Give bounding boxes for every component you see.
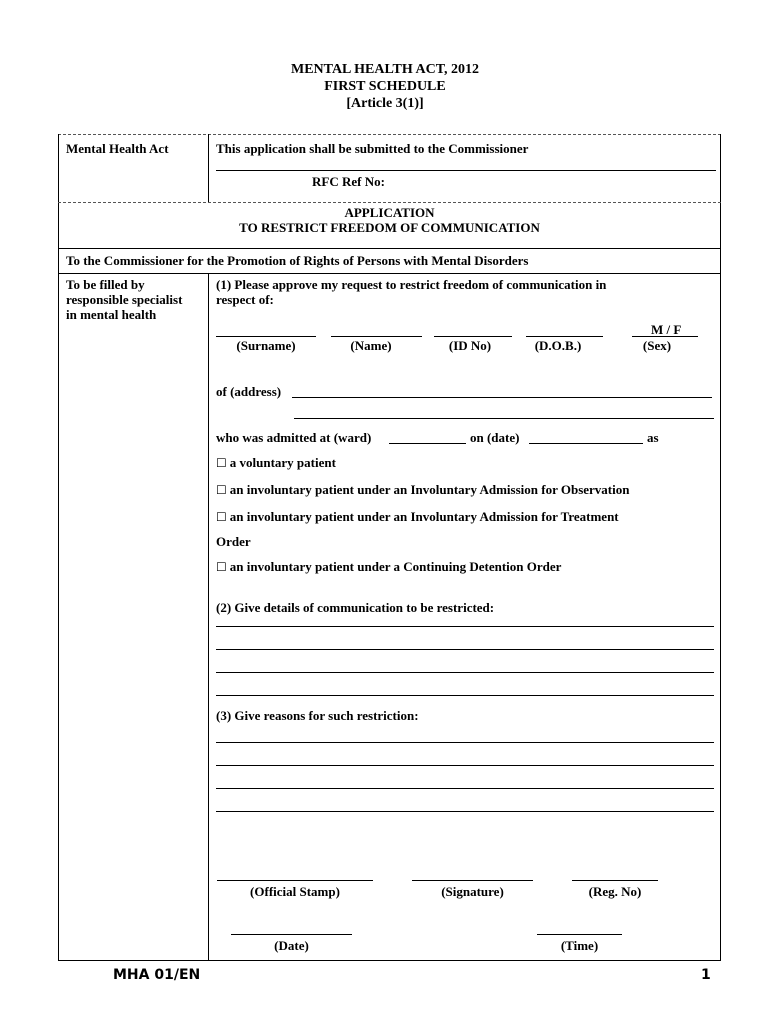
name-label: (Name) <box>350 338 392 353</box>
date-label: (Date) <box>274 938 309 953</box>
checkbox-icon[interactable]: ☐ <box>216 483 227 497</box>
filler-note: To be filled by responsible specialist in mental health <box>66 277 183 322</box>
reasons-field-line3[interactable] <box>216 788 714 789</box>
reasons-field-line1[interactable] <box>216 742 714 743</box>
act-label: Mental Health Act <box>66 141 169 156</box>
request-text-line1: (1) Please approve my request to restrict freedom of communication in <box>216 277 607 292</box>
sex-value: M / F <box>651 322 682 337</box>
details-field-line1[interactable] <box>216 626 714 627</box>
address-field-line2[interactable] <box>294 418 714 419</box>
admitted-label: who was admitted at (ward) <box>216 430 372 445</box>
id-no-label: (ID No) <box>448 338 492 353</box>
surname-field[interactable] <box>216 336 316 337</box>
dob-label: (D.O.B.) <box>534 338 582 353</box>
name-field[interactable] <box>331 336 422 337</box>
details-field-line3[interactable] <box>216 672 714 673</box>
reasons-label: (3) Give reasons for such restriction: <box>216 708 419 723</box>
reg-no-field[interactable] <box>572 880 658 881</box>
option-continuing-detention[interactable]: ☐ an involuntary patient under a Continuing Detention Order <box>216 559 562 574</box>
application-title: APPLICATION <box>344 205 435 220</box>
page-number: 1 <box>701 967 711 983</box>
rfc-ref-label: RFC Ref No: <box>312 174 385 189</box>
checkbox-icon[interactable]: ☐ <box>216 560 227 574</box>
submission-instruction: This application shall be submitted to the Commissioner <box>216 141 529 156</box>
sex-label: (Sex) <box>642 338 672 353</box>
header-act-title: MENTAL HEALTH ACT, 2012 <box>290 62 479 77</box>
form-code: MHA 01/EN <box>113 967 201 983</box>
header-schedule: FIRST SCHEDULE <box>324 79 446 94</box>
application-subtitle: TO RESTRICT FREEDOM OF COMMUNICATION <box>239 220 540 235</box>
time-label: (Time) <box>560 938 599 953</box>
address-label: of (address) <box>216 384 282 399</box>
surname-label: (Surname) <box>236 338 296 353</box>
admission-date-field[interactable] <box>529 443 643 444</box>
signature-field[interactable] <box>412 880 533 881</box>
reasons-field-line4[interactable] <box>216 811 714 812</box>
option-voluntary[interactable]: ☐ a voluntary patient <box>216 455 336 470</box>
official-stamp-label: (Official Stamp) <box>250 884 340 899</box>
address-field-line1[interactable] <box>292 397 712 398</box>
signature-label: (Signature) <box>441 884 504 899</box>
ward-field[interactable] <box>389 443 466 444</box>
reasons-field-line2[interactable] <box>216 765 714 766</box>
request-text-line2: respect of: <box>216 292 274 307</box>
id-no-field[interactable] <box>434 336 512 337</box>
time-field[interactable] <box>537 934 622 935</box>
header-article: [Article 3(1)] <box>346 96 424 111</box>
reg-no-label: (Reg. No) <box>588 884 642 899</box>
checkbox-icon[interactable]: ☐ <box>216 510 227 524</box>
official-stamp-field[interactable] <box>217 880 373 881</box>
as-label: as <box>647 430 659 445</box>
date-field[interactable] <box>231 934 352 935</box>
commissioner-line[interactable] <box>216 170 716 171</box>
on-date-label: on (date) <box>470 430 520 445</box>
option-treatment[interactable]: ☐ an involuntary patient under an Involuntary Admission for Treatment <box>216 509 619 524</box>
details-label: (2) Give details of communication to be restricted: <box>216 600 495 615</box>
checkbox-icon[interactable]: ☐ <box>216 456 227 470</box>
details-field-line4[interactable] <box>216 695 714 696</box>
dob-field[interactable] <box>526 336 603 337</box>
addressee: To the Commissioner for the Promotion of Rights of Persons with Mental Disorders <box>66 253 529 268</box>
option-treatment-cont: Order <box>216 534 251 549</box>
option-observation[interactable]: ☐ an involuntary patient under an Involuntary Admission for Observation <box>216 482 630 497</box>
details-field-line2[interactable] <box>216 649 714 650</box>
